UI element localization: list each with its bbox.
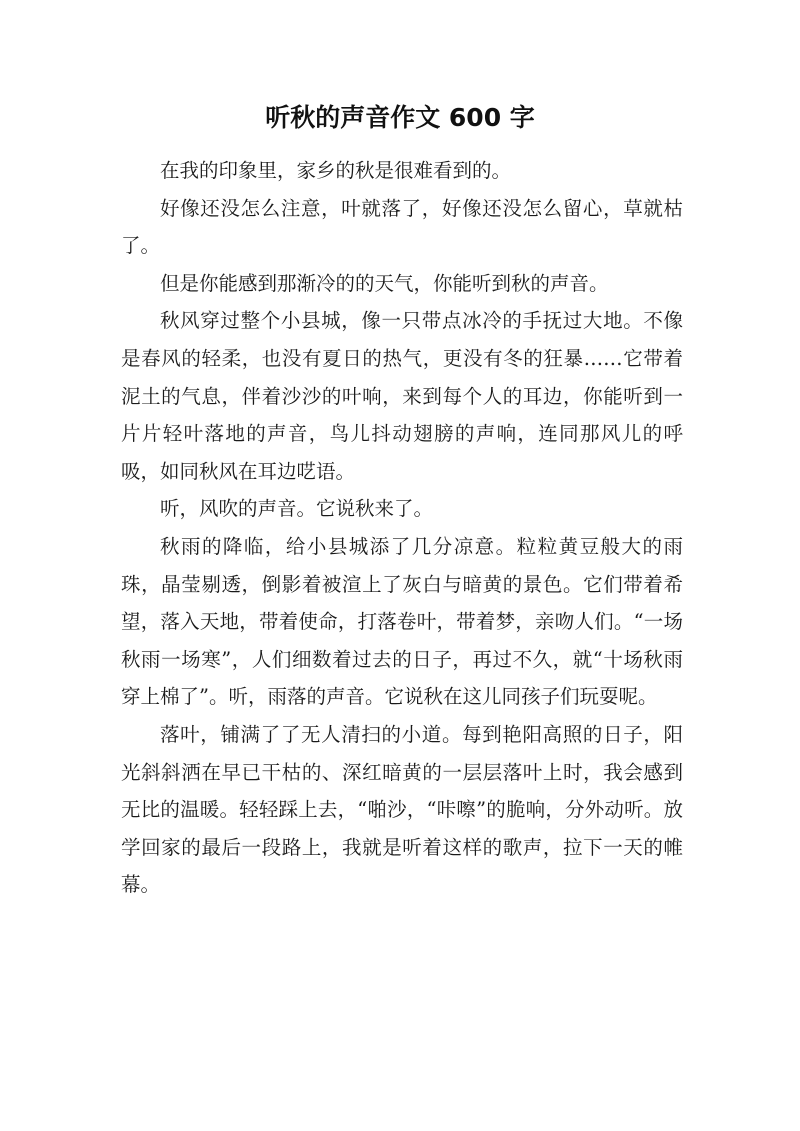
paragraph-1: 在我的印象里，家乡的秋是很难看到的。 [160, 159, 512, 182]
document-title: 听秋的声音作文 600 字 [265, 103, 535, 132]
paragraph-2: 好像还没怎么注意，叶就落了，好像还没怎么留心，草就枯了。 [121, 196, 683, 258]
paragraph-3: 但是你能感到那渐冷的的天气，你能听到秋的声音。 [160, 271, 609, 295]
paragraph-5: 听，风吹的声音。它说秋来了。 [160, 497, 434, 521]
document-body [121, 152, 683, 904]
paragraph-6: 秋雨的降临，给小县城添了几分凉意。粒粒黄豆般大的雨珠，晶莹剔透，倒影着被渲上了灰白与暗黄的景色。它们带着希望，落入天地，带着使命，打落卷叶，带着梦，亲吻人们。“一场秋雨一场寒”，人们细数着过去的日子，再过不久，就“十场秋雨穿上棉了”。听，雨落的声音。它说秋在这儿同孩子们玩耍呢。 [121, 534, 683, 709]
paragraph-7: 落叶，铺满了了无人清扫的小道。每到艳阳高照的日子，阳光斜斜洒在早已干枯的、深红暗黄的一层层落叶上时，我会感到无比的温暖。轻轻踩上去，“啪沙，“咔嚓”的脆响，分外动听。放学回家的最后一段路上，我就是听着这样的歌声，拉下一天的帷幕。 [121, 722, 683, 897]
paragraph-4: 秋风穿过整个小县城，像一只带点冰冷的手抚过大地。不像是春风的轻柔，也没有夏日的热气，更没有冬的狂暴……它带着泥土的气息，伴着沙沙的叶响，来到每个人的耳边，你能听到一片片轻叶落地的声音，鸟儿抖动翅膀的声响，连同那风儿的呼吸，如同秋风在耳边呓语。 [121, 309, 683, 483]
